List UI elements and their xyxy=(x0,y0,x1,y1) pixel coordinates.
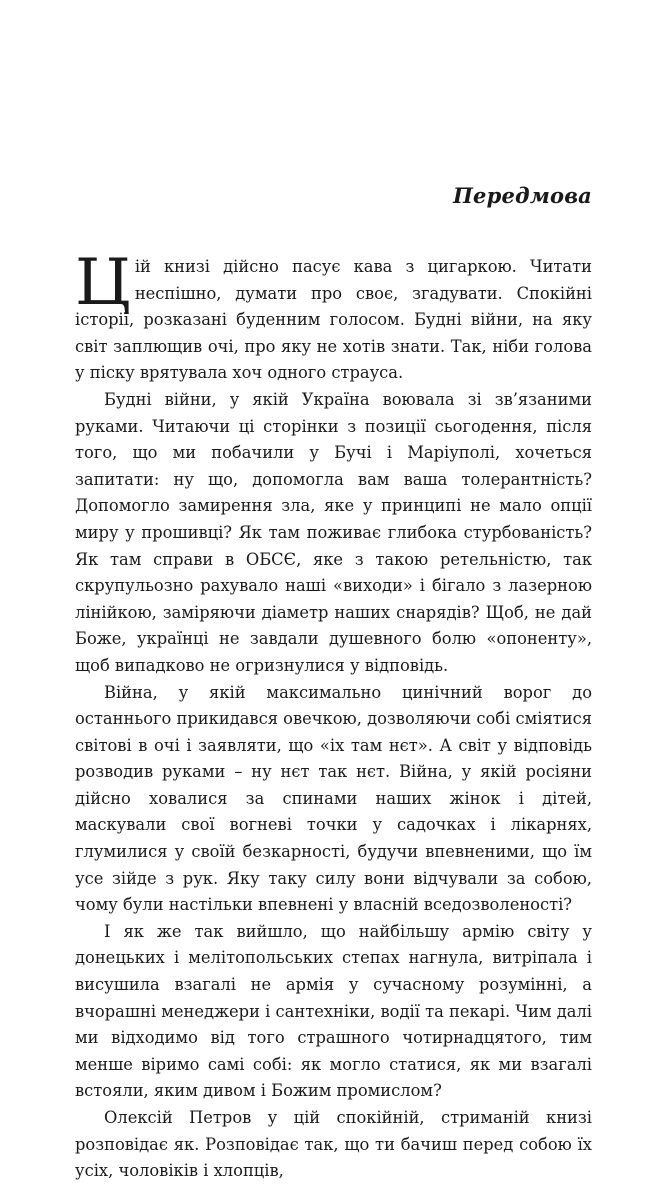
paragraph-4: І як же так вийшло, що найбільшу армію світу у донецьких і мелітопольських степах нагнула, витріпала і висушила взагалі не армія у сучасному розумінні, а вчорашні менеджери і сантехніки, водії та пекарі. Чим далі ми відходимо від того страшного чотирнадцятого, тим менше віримо самі собі: як могло статися, як ми взагалі встояли, яким дивом і Божим промислом? xyxy=(75,921,592,1101)
drop-cap: Ц xyxy=(75,246,131,320)
body-text xyxy=(75,246,592,1185)
paragraph-2: Будні війни, у якій Україна воювала зі зв’язаними руками. Читаючи ці сторінки з позиції сьогодення, після того, що ми побачили у Бучі і Маріуполі, хочеться запитати: ну що, допомогла вам ваша толерантність? Допомогло замирення зла, яке у принципі не мало опції миру у прошивці? Як там поживає глибока стурбованість? Як там справи в ОБСЄ, яке з такою ретельністю, так скрупульозно рахувало наші «виходи» і бігало з лазерною лінійкою, заміряючи діаметр наших снарядів? Щоб, не дай Боже, українці не завдали душевного болю «опоненту», щоб випадково не огризнулися у відповідь. xyxy=(75,389,592,675)
paragraph-1-text: ій книзі дійсно пасує кава з цигаркою. Читати неспішно, думати про своє, згадувати. Спокійні історії, розказані буденним голосом. Будні війни, на яку світ заплющив очі, про яку не хотів знати. Так, ніби голова у піску врятувала хоч одного страуса. xyxy=(75,257,592,383)
paragraph-3: Війна, у якій максимально цинічний ворог до останнього прикидався овечкою, дозволяючи собі сміятися світові в очі і заявляти, що «іх там нєт». А світ у відповідь розводив руками – ну нєт так нєт. Війна, у якій росіяни дійсно ховалися за спинами наших жінок і дітей, маскували свої вогневі точки у садочках і лікарнях, глумилися у своїй безкарності, будучи впевненими, що їм усе зійде з рук. Яку таку силу вони відчували за собою, чому були настільки впевнені у власній вседозволеності? xyxy=(75,682,592,915)
page-title: Передмова xyxy=(452,183,592,208)
paragraph-1 xyxy=(75,246,592,387)
paragraph-5: Олексій Петров у цій спокійній, стриманій книзі розповідає як. Розповідає так, що ти бачиш перед собою їх усіх, чоловіків і хлопців, xyxy=(75,1108,592,1181)
